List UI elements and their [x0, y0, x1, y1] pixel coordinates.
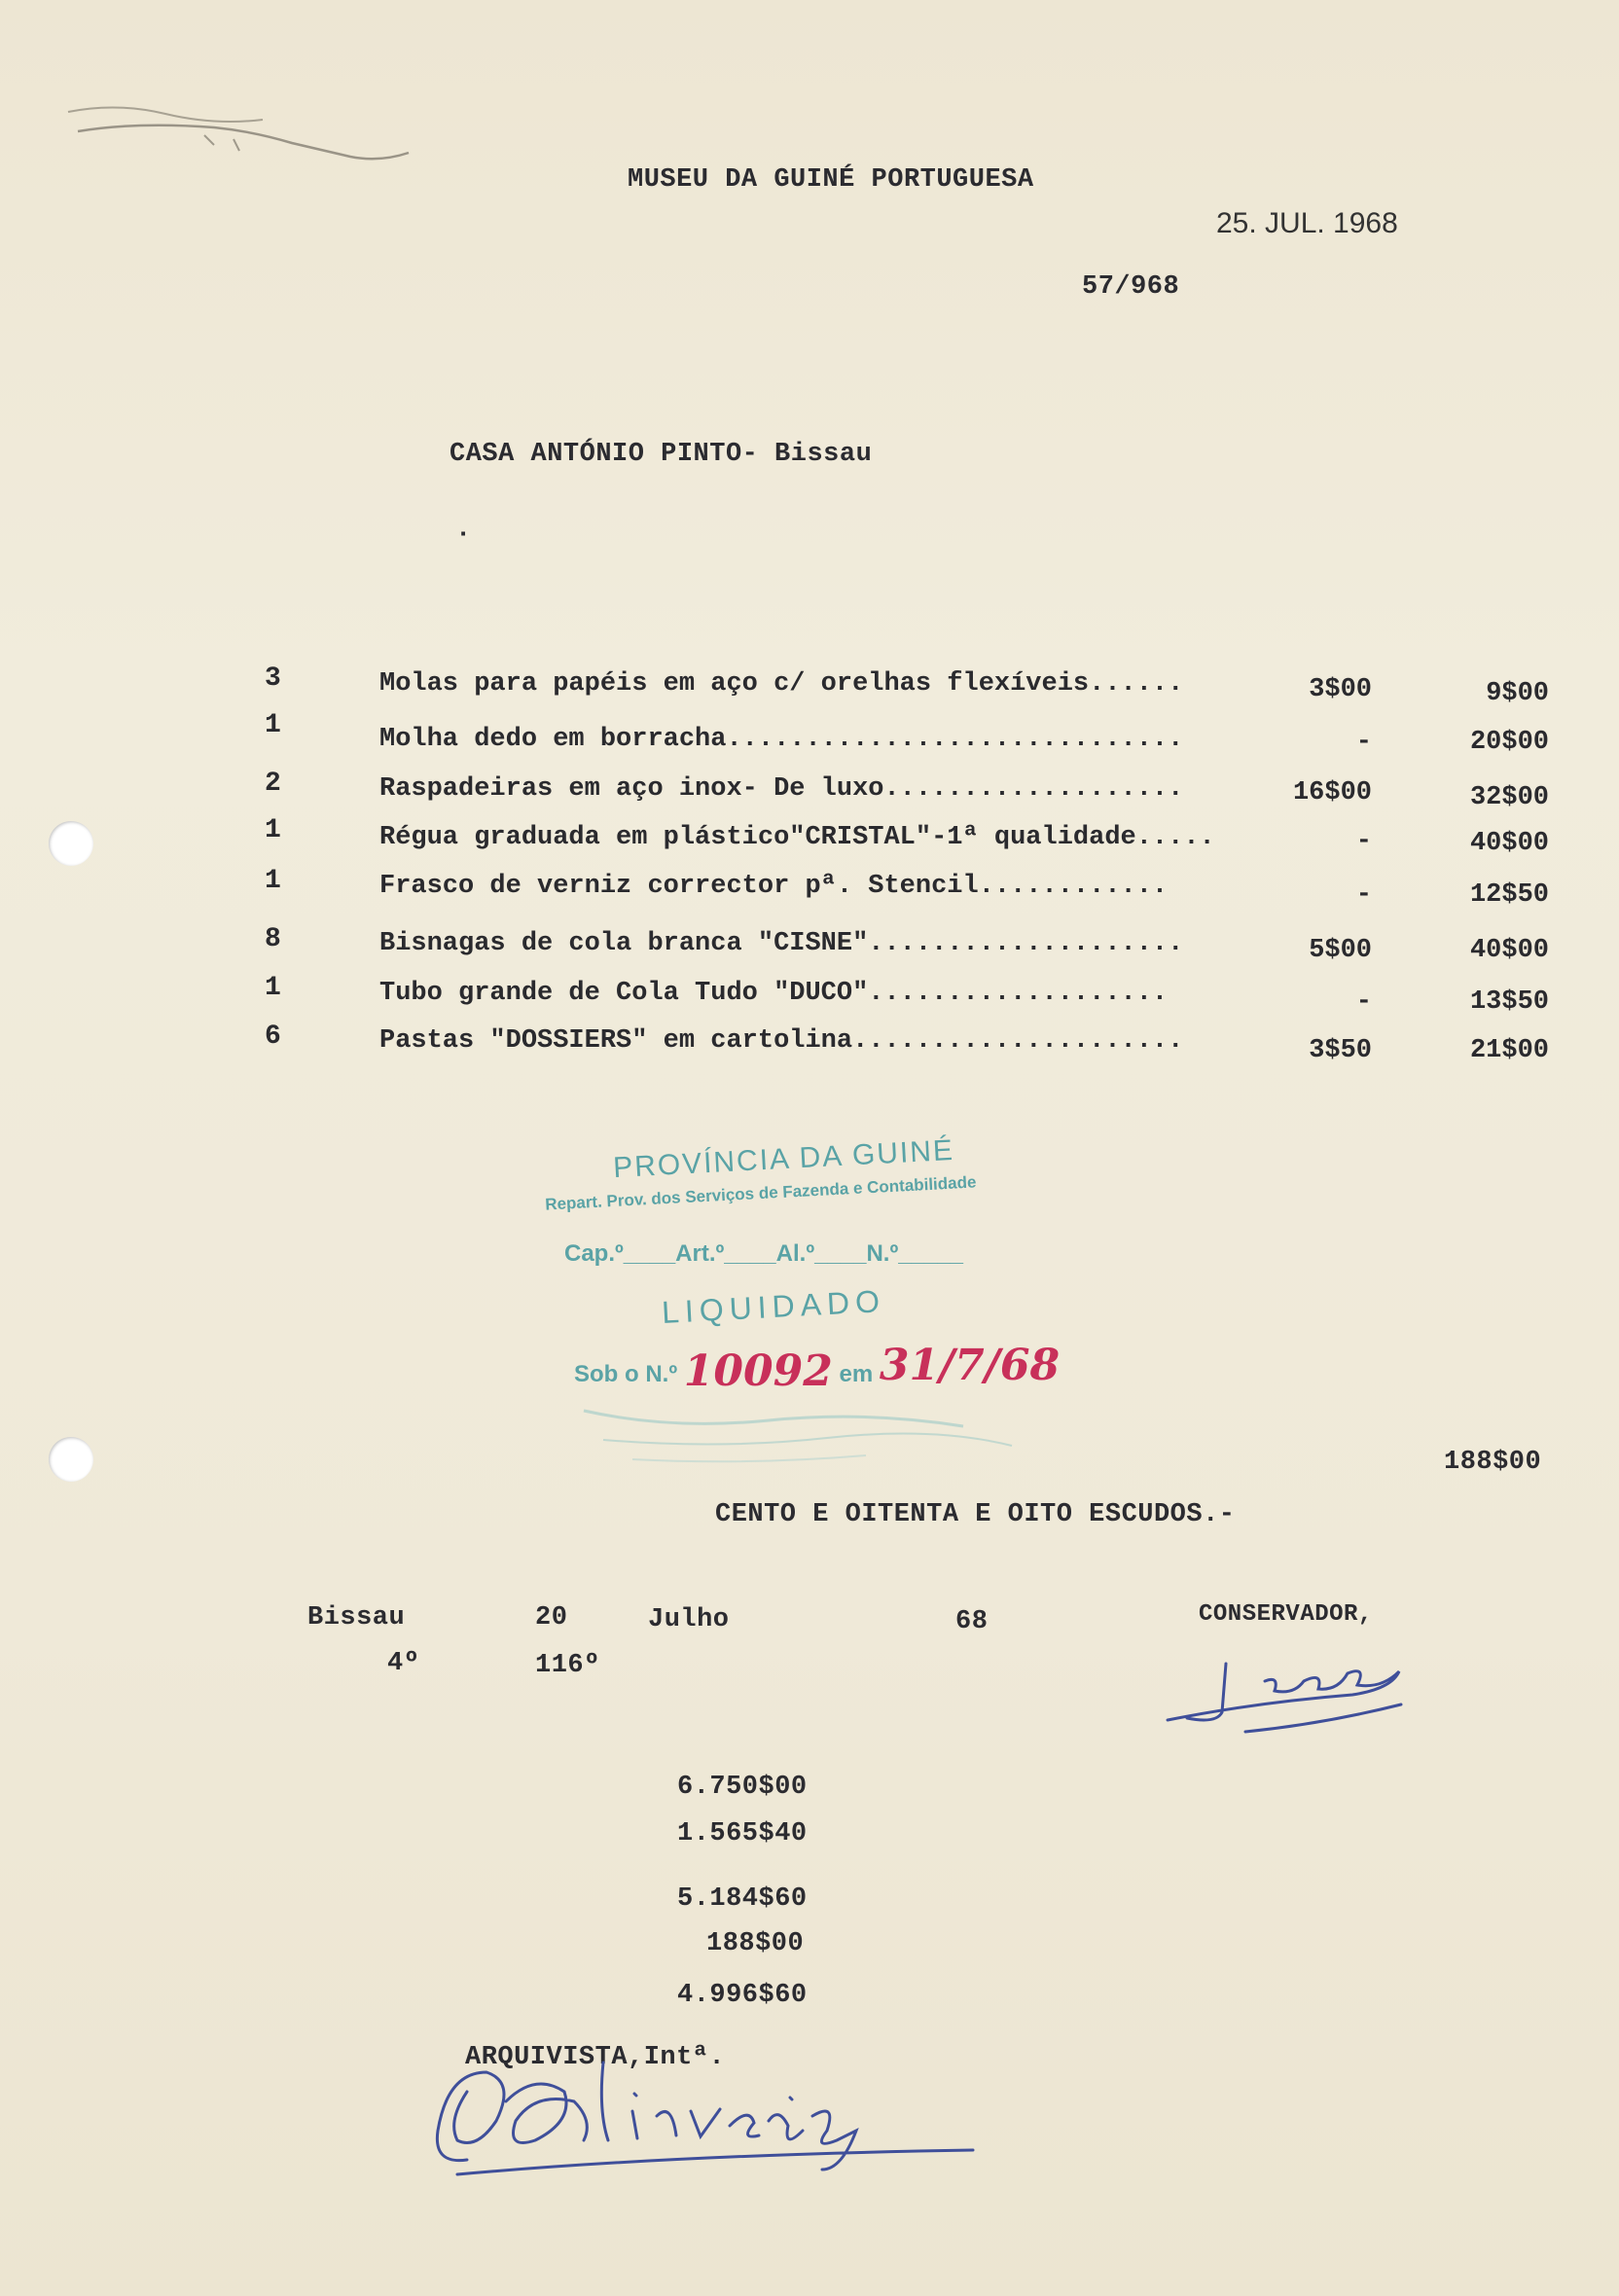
stamp-number-line: [574, 1341, 1061, 1396]
stamp-status: LIQUIDADO: [661, 1283, 886, 1330]
stamp-department: Repart. Prov. dos Serviços de Fazenda e Contabilidade: [544, 1172, 977, 1214]
item-qty: 3: [265, 664, 281, 694]
item-description: Frasco de verniz corrector pª. Stencil............: [379, 872, 1169, 901]
item-description: Molas para papéis em aço c/ orelhas flexíveis......: [379, 669, 1184, 699]
stamp-smear: [574, 1391, 1031, 1469]
item-unit-price: 3$00: [1309, 675, 1372, 704]
item-qty: 6: [265, 1022, 281, 1052]
reference-number: 57/968: [1082, 272, 1180, 302]
item-total: 9$00: [1486, 679, 1549, 708]
item-description: Bisnagas de cola branca "CISNE"....................: [379, 929, 1184, 958]
item-total: 20$00: [1469, 728, 1549, 757]
item-unit-price: -: [1355, 880, 1372, 910]
item-unit-price: -: [1355, 728, 1372, 757]
arquivista-label: ARQUIVISTA,Intª.: [465, 2043, 726, 2072]
handwritten-number: 10092: [683, 1346, 833, 1396]
institution-title: MUSEU DA GUINÉ PORTUGUESA: [628, 165, 1034, 195]
item-qty: 1: [265, 710, 281, 740]
item-total: 40$00: [1469, 829, 1549, 858]
arquivista-signature: [428, 2033, 1012, 2179]
ledger-value: 4.996$60: [677, 1981, 808, 2010]
item-unit-price: 3$50: [1309, 1036, 1372, 1065]
place: Bissau: [307, 1603, 406, 1632]
item-total: 13$50: [1469, 987, 1549, 1017]
stamp-under-label: Sob o N.º: [574, 1361, 678, 1387]
item-total: 32$00: [1469, 783, 1549, 812]
item-unit-price: 16$00: [1292, 778, 1372, 807]
stamp-on-label: em: [839, 1361, 874, 1387]
ledger-value: 6.750$00: [677, 1773, 808, 1802]
ledger-value: 5.184$60: [677, 1884, 808, 1914]
line2-a: 4º: [387, 1649, 420, 1678]
item-total: 40$00: [1469, 936, 1549, 965]
item-description: Pastas "DOSSIERS" em cartolina.....................: [379, 1026, 1184, 1056]
conservador-signature: [1158, 1634, 1411, 1741]
total-in-words: CENTO E OITENTA E OITO ESCUDOS.-: [715, 1500, 1236, 1529]
line2-b: 116º: [535, 1651, 600, 1680]
item-qty: 8: [265, 924, 281, 954]
supplier-name: CASA ANTÓNIO PINTO- Bissau: [450, 440, 873, 469]
punch-hole-bottom: [49, 1437, 93, 1482]
stamp-province: PROVÍNCIA DA GUINÉ: [612, 1133, 955, 1185]
total-amount: 188$00: [1444, 1448, 1542, 1477]
item-qty: 1: [265, 973, 281, 1003]
item-description: Tubo grande de Cola Tudo "DUCO"...................: [379, 979, 1169, 1008]
item-description: Raspadeiras em aço inox- De luxo...................: [379, 774, 1184, 804]
item-qty: 1: [265, 815, 281, 845]
stamp-fields: Cap.º____Art.º____Al.º____N.º_____: [564, 1240, 963, 1267]
smudge-marks: [58, 92, 428, 180]
day: 20: [535, 1603, 568, 1632]
item-unit-price: 5$00: [1309, 936, 1372, 965]
item-qty: 1: [265, 866, 281, 896]
conservador-label: CONSERVADOR,: [1199, 1601, 1373, 1628]
date-stamp: 25. JUL. 1968: [1216, 207, 1398, 239]
stray-dot: ·: [455, 520, 472, 550]
month: Julho: [648, 1605, 730, 1634]
item-total: 12$50: [1469, 880, 1549, 910]
item-total: 21$00: [1469, 1036, 1549, 1065]
item-unit-price: -: [1355, 827, 1372, 856]
liquidation-stamp: [544, 1133, 1070, 1474]
item-description: Régua graduada em plástico"CRISTAL"-1ª qualidade.....: [379, 823, 1215, 852]
ledger-value: 188$00: [706, 1929, 805, 1958]
item-description: Molha dedo em borracha.............................: [379, 725, 1184, 754]
handwritten-date: 31/7/68: [879, 1341, 1061, 1390]
ledger-value: 1.565$40: [677, 1819, 808, 1848]
item-qty: 2: [265, 769, 281, 799]
year: 68: [955, 1607, 989, 1636]
punch-hole-top: [49, 821, 93, 866]
item-unit-price: -: [1355, 987, 1372, 1017]
